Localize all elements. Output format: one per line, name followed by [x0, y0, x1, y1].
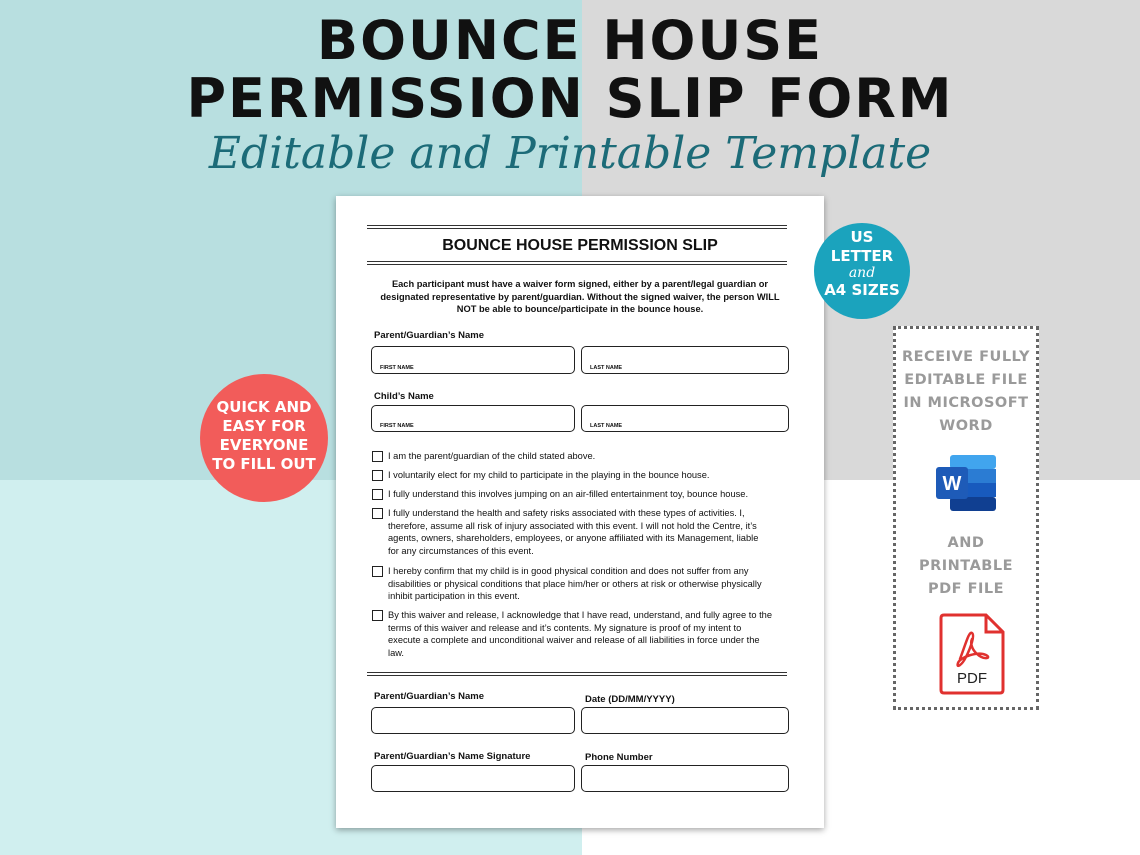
checkbox[interactable] — [372, 508, 383, 519]
checklist-item — [388, 609, 786, 659]
checkbox[interactable] — [372, 470, 383, 481]
signature-label: Parent/Guardian’s Name Signature — [374, 751, 531, 762]
checklist-item — [388, 450, 786, 463]
bottom-rule — [367, 672, 787, 673]
checklist-item — [388, 565, 786, 603]
checklist-line: inhibit participation in this event. — [388, 591, 520, 601]
quick-badge-line: QUICK AND — [216, 398, 312, 416]
form-title: BOUNCE HOUSE PERMISSION SLIP — [442, 237, 718, 254]
checkbox[interactable] — [372, 451, 383, 462]
parent-last-name-field[interactable] — [581, 346, 789, 374]
word-file-text — [896, 346, 1036, 438]
date-field[interactable] — [581, 707, 789, 734]
microsoft-word-icon — [934, 453, 998, 513]
checklist-line: I am the parent/guardian of the child stated above. — [388, 451, 596, 461]
sizes-badge-line: LETTER — [830, 247, 894, 265]
side-text-line: RECEIVE FULLY — [901, 349, 1031, 365]
subtitle: Editable and Printable Template — [208, 128, 932, 179]
parent-name-field[interactable] — [371, 707, 575, 734]
file-format-panel — [893, 326, 1039, 710]
checkbox[interactable] — [372, 489, 383, 500]
signature-field[interactable] — [371, 765, 575, 792]
child-last-name-field[interactable] — [581, 405, 789, 432]
parent-name-label: Parent/Guardian’s Name — [374, 330, 484, 341]
checklist-line: I fully understand the health and safety risks associated with these types of activities. I, — [388, 508, 745, 518]
headline-line-1: BOUNCE HOUSE — [316, 9, 824, 72]
pdf-icon — [938, 613, 1006, 695]
checkbox[interactable] — [372, 610, 383, 621]
parent-first-name-field[interactable] — [371, 346, 575, 374]
last-name-sublabel: LAST NAME — [590, 423, 623, 429]
checklist-line: for any circumstances of this event. — [388, 545, 534, 556]
checklist-line: I hereby confirm that my child is in good physical condition and does not suffer from any — [388, 566, 749, 576]
pdf-icon-label: PDF — [957, 670, 987, 687]
headline-line-2: PERMISSION SLIP FORM — [186, 67, 954, 130]
intro-text — [376, 278, 784, 316]
date-label: Date (DD/MM/YYYY) — [585, 694, 675, 705]
phone-label: Phone Number — [585, 752, 653, 763]
title-rule — [367, 261, 787, 262]
checklist-line: terms of this waiver and release and it’s contents. My signature is proof of my intent to — [388, 622, 742, 633]
first-name-sublabel: FIRST NAME — [380, 423, 414, 429]
quick-badge-line: EVERYONE — [219, 436, 309, 454]
checklist-item — [388, 507, 786, 557]
sizes-badge-line: US — [850, 228, 874, 246]
first-name-sublabel: FIRST NAME — [380, 365, 414, 371]
checklist-line: I fully understand this involves jumping on an air-filled entertainment toy, bounce house. — [388, 489, 749, 499]
checklist-line: By this waiver and release, I acknowledge that I have read, understand, and fully agree to the — [388, 610, 772, 620]
checklist-line: law. — [388, 647, 405, 658]
word-icon-letter: W — [942, 473, 962, 495]
child-first-name-field[interactable] — [371, 405, 575, 432]
side-text-line: PDF FILE — [927, 581, 1005, 597]
checklist-line: therefore, assume all risk of injury associated with this event. I will not hold the Centre, it’s — [388, 520, 757, 531]
sizes-badge — [814, 223, 910, 319]
checklist-line: execute a complete and unconditional waiver and release of all liabilities in force under the — [388, 635, 760, 645]
last-name-sublabel: LAST NAME — [590, 365, 623, 371]
checklist-line: agents, owners, shareholders, employees, or anyone affiliated with its Management, liable — [388, 533, 759, 543]
title-rule-inner — [367, 264, 787, 265]
pdf-file-text — [896, 532, 1036, 601]
side-text-line: WORD — [939, 418, 993, 434]
checklist-item — [388, 469, 786, 482]
bottom-rule-inner — [367, 675, 787, 676]
intro-line: designated representative by parent/guardian. Without the signed waiver, the person WILL — [380, 291, 780, 302]
intro-line: Each participant must have a waiver form signed, either by a parent/legal guardian or — [391, 279, 769, 289]
child-name-label: Child’s Name — [374, 391, 434, 402]
side-text-line: IN MICROSOFT — [903, 395, 1029, 411]
sizes-badge-and: and — [848, 265, 876, 281]
quick-easy-badge — [200, 374, 328, 502]
top-rule — [367, 225, 787, 226]
checklist-line: I voluntarily elect for my child to participate in the playing in the bounce house. — [388, 470, 710, 480]
top-rule-inner — [367, 228, 787, 229]
phone-field[interactable] — [581, 765, 789, 792]
side-text-line: PRINTABLE — [918, 558, 1013, 574]
checklist-line: disabilities or physical conditions that place him/her or others at risk or otherwise physically — [388, 578, 762, 589]
side-text-line: AND — [947, 535, 985, 551]
quick-badge-line: TO FILL OUT — [212, 455, 316, 473]
sizes-badge-line: A4 SIZES — [824, 281, 900, 299]
side-text-line: EDITABLE FILE — [904, 372, 1028, 388]
intro-line: NOT be able to bounce/participate in the bounce house. — [456, 304, 704, 314]
form-paper — [336, 196, 824, 828]
bottom-parent-name-label: Parent/Guardian’s Name — [374, 691, 484, 702]
checkbox[interactable] — [372, 566, 383, 577]
checklist-item — [388, 488, 786, 501]
quick-badge-line: EASY FOR — [222, 417, 306, 435]
